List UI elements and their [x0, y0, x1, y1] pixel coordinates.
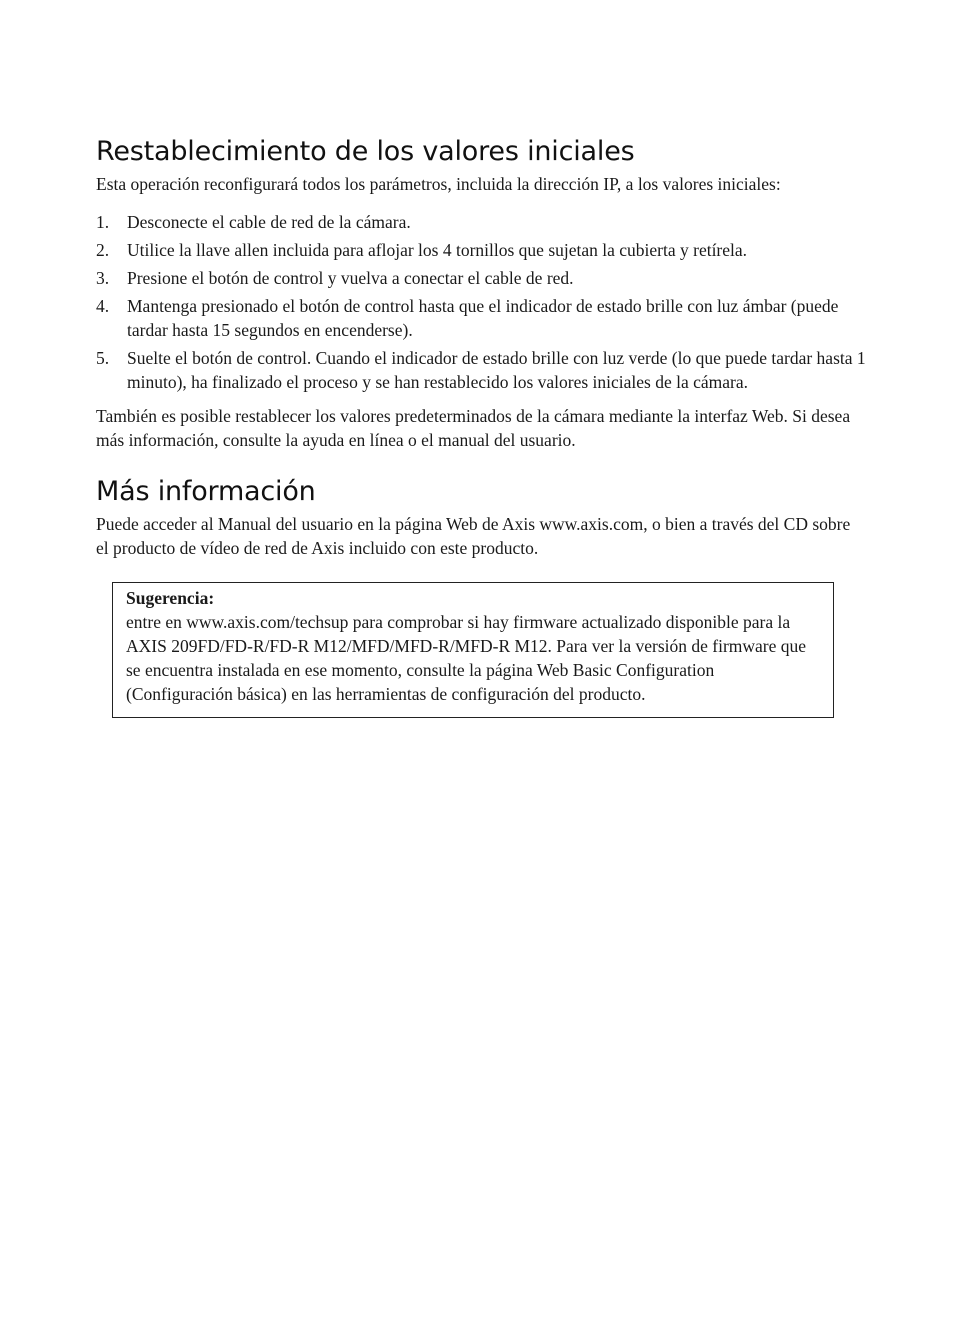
step-number: 2.: [96, 240, 110, 260]
step-number: 5.: [96, 348, 110, 368]
step-text: Utilice la llave allen incluida para aflojar los 4 tornillos que sujetan la cubierta y retírela.: [127, 240, 748, 260]
reset-web-note: También es posible restablecer los valores predeterminados de la cámara mediante la interfaz Web. Si desea más información, consulte la ayuda en línea o el manual del usuario.: [96, 406, 851, 450]
more-info-heading: Más información: [96, 476, 316, 507]
list-item: [96, 266, 866, 290]
reset-heading: Restablecimiento de los valores iniciales: [96, 136, 635, 167]
tip-title: Sugerencia:: [126, 588, 215, 608]
more-info-text: Puede acceder al Manual del usuario en la página Web de Axis www.axis.com, o bien a través del CD sobre el producto de vídeo de red de Axis incluido con este producto.: [96, 514, 851, 558]
list-item: [96, 346, 866, 394]
document-page: [96, 134, 866, 718]
step-number: 3.: [96, 268, 110, 288]
step-text: Desconecte el cable de red de la cámara.: [127, 212, 411, 232]
step-text: Presione el botón de control y vuelva a conectar el cable de red.: [127, 268, 574, 288]
step-number: 1.: [96, 212, 110, 232]
step-number: 4.: [96, 296, 110, 316]
reset-intro: Esta operación reconfigurará todos los parámetros, incluida la dirección IP, a los valores iniciales:: [96, 174, 781, 194]
step-text: Mantenga presionado el botón de control hasta que el indicador de estado brille con luz ámbar (puede tardar hasta 15 segundos en encenderse).: [127, 296, 839, 340]
reset-steps-list: [96, 210, 866, 394]
step-text: Suelte el botón de control. Cuando el indicador de estado brille con luz verde (lo que puede tardar hasta 1 minuto), ha finalizado el proceso y se han restablecido los valores iniciales de la cámara.: [127, 348, 866, 392]
tip-body: entre en www.axis.com/techsup para comprobar si hay firmware actualizado disponible para la AXIS 209FD/FD-R/FD-R M12/MFD/MFD-R/MFD-R M12. Para ver la versión de firmware que se encuentra instalada en ese momento, consulte la página Web Basic Configuration (Configuración básica) en las herramientas de configuración del producto.: [126, 612, 807, 704]
tip-box: [112, 582, 834, 718]
list-item: [96, 294, 866, 342]
list-item: [96, 210, 866, 234]
list-item: [96, 238, 866, 262]
